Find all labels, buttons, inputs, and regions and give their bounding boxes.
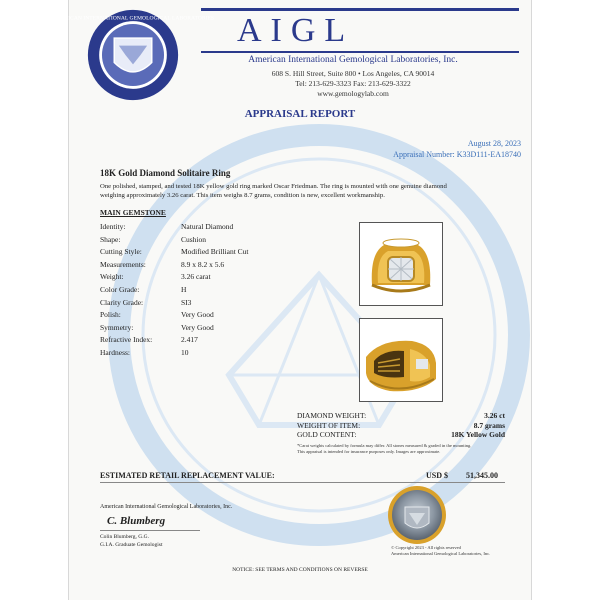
total-value: 3.26 ct bbox=[484, 411, 505, 420]
spec-label: Hardness: bbox=[100, 348, 130, 357]
item-description bbox=[100, 182, 500, 200]
ring-photo-side bbox=[359, 318, 443, 402]
spec-value: 10 bbox=[181, 348, 189, 357]
divider bbox=[100, 482, 505, 483]
spec-value: Very Good bbox=[181, 322, 214, 332]
fine-print-line: *Carat weights calculated by formula may differ. All stones measured & graded in the mounting. bbox=[297, 443, 472, 448]
spec-value: Very Good bbox=[181, 310, 214, 320]
total-label: DIAMOND WEIGHT: bbox=[297, 411, 367, 420]
item-title: 18K Gold Diamond Solitaire Ring bbox=[100, 168, 231, 178]
copyright bbox=[391, 545, 490, 557]
item-description-line: One polished, stamped, and tested 18K yellow gold ring marked Oscar Friedman. The ring is mounted with one genuine diamond bbox=[100, 183, 447, 190]
total-value: 18K Yellow Gold bbox=[451, 430, 505, 439]
report-date: August 28, 2023 bbox=[467, 139, 521, 148]
signature-lab-name: American International Gemological Laboratories, Inc. bbox=[100, 504, 233, 510]
header-top-rule bbox=[201, 8, 519, 11]
signature-line bbox=[100, 530, 200, 531]
hologram-seal-icon bbox=[387, 485, 447, 545]
spec-value: 8.9 x 8.2 x 5.6 bbox=[181, 259, 225, 269]
lab-address: 608 S. Hill Street, Suite 800 • Los Angeles, CA 90014 bbox=[271, 69, 435, 78]
spec-label: Color Grade: bbox=[100, 285, 140, 294]
spec-value: H bbox=[181, 285, 187, 294]
spec-label: Cutting Style: bbox=[100, 247, 142, 257]
spec-label: Polish: bbox=[100, 310, 121, 320]
fine-print-line: This appraisal is intended for insurance purposes only. Images are approximate. bbox=[297, 449, 441, 454]
signature: C. Blumberg bbox=[107, 515, 166, 527]
spec-label: Clarity Grade: bbox=[100, 297, 144, 307]
appraisal-number: Appraisal Number: K33D111-EA18740 bbox=[393, 150, 521, 159]
ring-top-image bbox=[360, 223, 442, 305]
total-label: WEIGHT OF ITEM: bbox=[297, 420, 361, 430]
spec-label: Refractive Index: bbox=[100, 335, 153, 345]
spec-value: Natural Diamond bbox=[181, 222, 234, 231]
lab-website: www.gemologylab.com bbox=[317, 89, 389, 98]
retail-value-label: ESTIMATED RETAIL REPLACEMENT VALUE: bbox=[100, 471, 275, 480]
item-description-line: weighing approximately 3.26 carat. This item weighs 8.7 grams, condition is new, excellent workmanship. bbox=[100, 192, 385, 199]
spec-label: Shape: bbox=[100, 234, 121, 244]
header-bottom-rule bbox=[201, 51, 519, 53]
retail-value-amount: 51,345.00 bbox=[466, 471, 498, 480]
main-gemstone-heading: MAIN GEMSTONE bbox=[100, 208, 166, 217]
spec-value: 3.26 carat bbox=[181, 272, 211, 282]
total-value: 8.7 grams bbox=[473, 420, 505, 430]
report-title: APPRAISAL REPORT bbox=[244, 108, 356, 120]
spec-value: 2.417 bbox=[181, 335, 198, 345]
copyright-line: American International Gemological Laboratories, Inc. bbox=[391, 551, 491, 556]
signer-title: G.I.A. Graduate Gemologist bbox=[100, 542, 163, 548]
ring-side-image bbox=[360, 319, 442, 401]
spec-value: SI3 bbox=[181, 297, 192, 307]
spec-label: Weight: bbox=[100, 272, 124, 282]
signer-name: Colin Blumberg, G.G. bbox=[100, 534, 149, 540]
fine-print bbox=[297, 443, 507, 455]
spec-label: Symmetry: bbox=[100, 322, 134, 332]
currency-label: USD $ bbox=[426, 471, 449, 480]
spec-label: Measurements: bbox=[100, 259, 146, 269]
seal-ring-text: AMERICAN INTERNATIONAL GEMOLOGICAL LABORATORIES bbox=[51, 15, 215, 22]
copyright-line: © Copyright 2023 - All rights reserved bbox=[391, 545, 461, 550]
spec-value: Modified Brilliant Cut bbox=[181, 247, 249, 257]
ring-photo-top bbox=[359, 222, 443, 306]
aigl-logo-text: AIGL bbox=[237, 12, 355, 49]
signer-info bbox=[100, 533, 162, 549]
lab-phone: Tel: 213-629-3323 Fax: 213-629-3322 bbox=[295, 79, 411, 88]
aigl-seal-logo bbox=[51, 8, 215, 102]
total-label: GOLD CONTENT: bbox=[297, 430, 357, 439]
spec-value: Cushion bbox=[181, 234, 207, 244]
spec-label: Identity: bbox=[100, 222, 126, 231]
lab-name: American International Gemological Laboratories, Inc. bbox=[248, 55, 458, 65]
terms-notice: NOTICE: SEE TERMS AND CONDITIONS ON REVERSE bbox=[232, 567, 368, 573]
appraisal-document bbox=[51, 0, 532, 600]
